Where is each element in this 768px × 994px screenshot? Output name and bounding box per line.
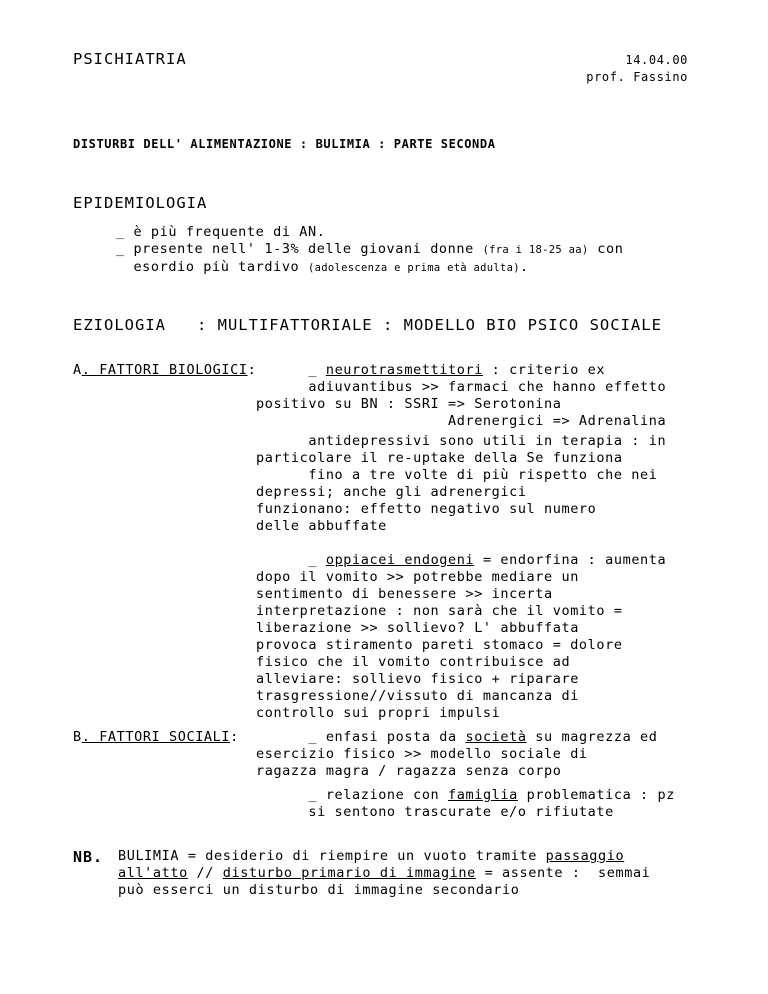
document-title: DISTURBI DELL' ALIMENTAZIONE : BULIMIA : PARTE SECONDA (73, 137, 496, 151)
subject-title: PSICHIATRIA (73, 50, 187, 68)
epi-line3: esordio più tardivo (adolescenza e prima età adulta). (116, 259, 529, 275)
epi-line2: _ presente nell' 1-3% delle giovani donne (fra i 18-25 aa) con (116, 241, 624, 257)
term-famiglia: famiglia (448, 787, 518, 803)
famiglia-paragraph: _ relazione con famiglia problematica : pz si sentono trascurate e/o rifiutate (308, 787, 675, 820)
term-oppiacei-endogeni: oppiacei endogeni (325, 552, 475, 568)
oppiacei-paragraph: _ oppiacei endogeni = endorfina : aumenta dopo il vomito >> potrebbe mediare un sentimento di benessere >> incerta interpretazione : non sarà che il vomito = liberazione >> sollievo? L' abbuffata provoca stiramento pareti stomaco = dolore fisico che il vomito contribuisce ad alleviare: sollievo fisico + riparare trasgressione//vissuto di mancanza di controllo sui propri impulsi (256, 552, 667, 721)
term-neurotrasmettitori: neurotrasmettitori (325, 362, 483, 378)
antidepressivi-paragraph: antidepressivi sono utili in terapia : in particolare il re-uptake della Se funziona fino a tre volte di più rispetto che nei depressi; anche gli adrenergici funzionano: effetto negativo sul numero delle abbuffate (256, 433, 667, 534)
term-societa: società (465, 729, 527, 745)
nb-label: NB. (73, 848, 104, 866)
section-heading-epidemiologia: EPIDEMIOLOGIA (73, 194, 208, 212)
enfasi-paragraph: _ enfasi posta da società su magrezza ed esercizio fisico >> modello sociale di ragazza magra / ragazza senza corpo (256, 729, 658, 779)
term-all-atto: all'atto (118, 865, 188, 881)
term-passaggio: passaggio (545, 848, 625, 864)
neurotrasmettitori-paragraph: _ neurotrasmettitori : criterio ex adiuvantibus >> farmaci che hanno effetto positivo su BN : SSRI => Serotonina Adrenergici => Adrenalina (256, 362, 667, 429)
epidemiologia-text (116, 224, 623, 277)
professor-name: prof. Fassino (586, 70, 688, 84)
nb-paragraph: BULIMIA = desiderio di riempire un vuoto tramite passaggio all'atto // disturbo primario di immagine = assente : semmai può esserci un disturbo di immagine secondario (118, 848, 651, 898)
label-fattori-sociali: B. FATTORI SOCIALI: (73, 729, 239, 745)
term-disturbo-primario: disturbo primario di immagine (222, 865, 476, 881)
section-heading-eziologia: EZIOLOGIA : MULTIFATTORIALE : MODELLO BIO PSICO SOCIALE (73, 316, 662, 334)
lecture-date: 14.04.00 (625, 53, 688, 67)
epi-line1: _ è più frequente di AN. (116, 224, 326, 240)
label-fattori-biologici: A. FATTORI BIOLOGICI: (73, 362, 257, 378)
